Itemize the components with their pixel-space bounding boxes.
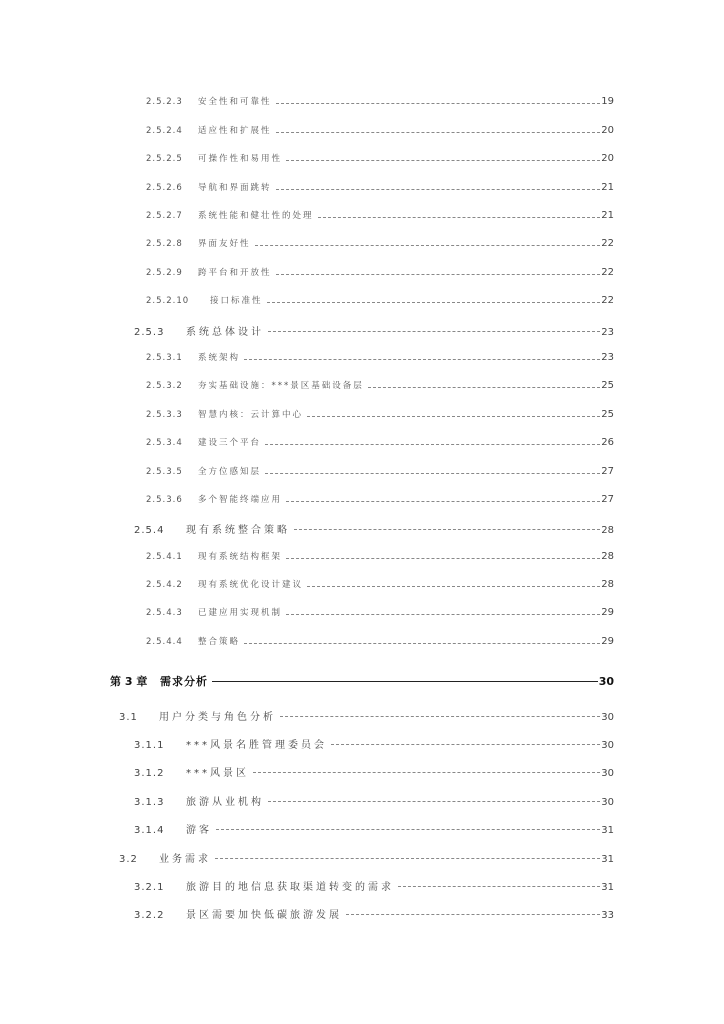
toc-entry[interactable] [146, 181, 614, 197]
toc-page-number: 30 [601, 712, 614, 723]
toc-leader-line [318, 217, 601, 218]
toc-entry-number: 3.1.2 [134, 768, 165, 779]
toc-leader-line [276, 189, 601, 190]
toc-page-number: 23 [601, 327, 614, 338]
toc-entry-number: 3.2.1 [134, 882, 165, 893]
toc-leader-line [286, 558, 600, 559]
toc-entry-number: 2.5.3.5 [146, 467, 183, 477]
toc-entry[interactable] [146, 294, 614, 310]
toc-entry-title: 夯实基础设施：***景区基础设备层 [198, 381, 364, 391]
toc-entry-title: 多个智能终端应用 [198, 495, 283, 505]
toc-leader-line [244, 359, 600, 360]
toc-entry-number: 3.1.4 [134, 825, 165, 836]
toc-entry-number: 2.5.4.2 [146, 580, 183, 590]
toc-entry-number: 3.1.1 [134, 740, 165, 751]
toc-entry-number: 2.5.2.8 [146, 239, 183, 249]
toc-entry-title: 旅游目的地信息获取渠道转变的需求 [186, 882, 394, 893]
toc-entry-number: 2.5.2.3 [146, 97, 183, 107]
toc-entry[interactable] [146, 436, 614, 452]
toc-entry[interactable] [146, 606, 614, 622]
toc-leader-line [267, 302, 601, 303]
toc-entry-title: 界面友好性 [198, 239, 251, 249]
toc-leader-line [253, 772, 600, 773]
toc-leader-line [215, 858, 600, 859]
toc-entry[interactable] [134, 878, 614, 894]
toc-leader-line [286, 501, 600, 502]
toc-entry-number: 3.1 [119, 712, 138, 723]
toc-entry-title: 现有系统整合策略 [186, 525, 290, 536]
toc-entry-title: 用户分类与角色分析 [159, 712, 276, 723]
toc-entry-title: 接口标准性 [210, 296, 263, 306]
toc-entry-number: 2.5.4.1 [146, 552, 183, 562]
toc-entry[interactable] [146, 550, 614, 566]
toc-leader-line [398, 886, 600, 887]
toc-entry[interactable] [146, 379, 614, 395]
toc-entry-title: 跨平台和开放性 [198, 268, 272, 278]
toc-entry-number: 2.5.2.10 [146, 296, 190, 306]
toc-entry[interactable] [146, 578, 614, 594]
toc-entry[interactable] [146, 351, 614, 367]
toc-leader-line [265, 473, 600, 474]
toc-entry-title: 现有系统优化设计建议 [198, 580, 304, 590]
toc-page-number: 21 [601, 210, 614, 221]
toc-leader-line [216, 829, 600, 830]
toc-entry-number: 2.5.4 [134, 525, 165, 536]
toc-entry-number: 2.5.4.4 [146, 637, 183, 647]
toc-entry-title: 全方位感知层 [198, 467, 262, 477]
toc-page-number: 19 [601, 96, 614, 107]
toc-page-number: 33 [601, 910, 614, 921]
toc-entry-title: ***风景名胜管理委员会 [186, 740, 327, 751]
toc-entry-number: 2.5.2.6 [146, 183, 183, 193]
toc-entry[interactable] [146, 209, 614, 225]
toc-entry-number: 2.5.3.2 [146, 381, 183, 391]
toc-entry[interactable] [119, 850, 614, 866]
toc-leader-line [331, 744, 600, 745]
toc-page-number: 21 [601, 182, 614, 193]
toc-entry-number: 3.2 [119, 854, 138, 865]
toc-page-number: 28 [601, 579, 614, 590]
toc-page-number: 22 [601, 295, 614, 306]
toc-leader-line [280, 716, 600, 717]
toc-leader-line [212, 681, 598, 682]
toc-entry-number: 2.5.3.6 [146, 495, 183, 505]
toc-entry[interactable] [134, 521, 614, 537]
toc-entry[interactable] [146, 493, 614, 509]
toc-leader-line [307, 416, 600, 417]
toc-leader-line [276, 274, 601, 275]
toc-entry[interactable] [146, 465, 614, 481]
toc-leader-line [276, 103, 601, 104]
toc-entry-title: 系统总体设计 [186, 327, 264, 338]
toc-page-number: 31 [601, 854, 614, 865]
toc-page-number: 20 [601, 153, 614, 164]
toc-entry[interactable] [134, 906, 614, 922]
toc-entry-number: 2.5.2.7 [146, 211, 183, 221]
toc-leader-line [294, 529, 600, 530]
toc-page-number: 28 [601, 525, 614, 536]
toc-entry[interactable] [134, 764, 614, 780]
toc-page-number: 25 [601, 380, 614, 391]
toc-entry[interactable] [119, 708, 614, 724]
toc-entry[interactable] [134, 793, 614, 809]
toc-page-number: 30 [601, 768, 614, 779]
toc-page-number: 30 [598, 675, 614, 688]
toc-page-number: 25 [601, 409, 614, 420]
toc-entry-number: 3.1.3 [134, 797, 165, 808]
toc-page-number: 22 [601, 267, 614, 278]
toc-leader-line [286, 614, 600, 615]
toc-entry-title: 业务需求 [159, 854, 211, 865]
toc-entry-number: 2.5.2.4 [146, 126, 183, 136]
toc-entry-number: 2.5.3.1 [146, 353, 183, 363]
toc-entry-title: 系统架构 [198, 353, 241, 363]
toc-page-number: 26 [601, 437, 614, 448]
toc-entry-number: 2.5.2.5 [146, 154, 183, 164]
toc-page-number: 29 [601, 636, 614, 647]
toc-entry-number: 2.5.2.9 [146, 268, 183, 278]
toc-page-number: 20 [601, 125, 614, 136]
toc-entry-title: 整合策略 [198, 637, 241, 647]
toc-leader-line [286, 160, 600, 161]
toc-leader-line [268, 331, 600, 332]
toc-page-number: 22 [601, 238, 614, 249]
toc-entry[interactable] [134, 323, 614, 339]
toc-entry-title: ***风景区 [186, 768, 249, 779]
toc-entry-title: 需求分析 [160, 675, 208, 688]
toc-leader-line [255, 245, 601, 246]
toc-entry-title: 建设三个平台 [198, 438, 262, 448]
toc-entry-title: 安全性和可靠性 [198, 97, 272, 107]
toc-leader-line [346, 914, 600, 915]
toc-entry-title: 系统性能和健壮性的处理 [198, 211, 314, 221]
toc-entry[interactable] [146, 124, 614, 140]
toc-leader-line [268, 801, 600, 802]
toc-entry-title: 导航和界面跳转 [198, 183, 272, 193]
toc-entry[interactable] [110, 673, 614, 689]
toc-page-number: 29 [601, 607, 614, 618]
toc-entry-number: 2.5.4.3 [146, 608, 183, 618]
toc-leader-line [368, 387, 601, 388]
toc-entry[interactable] [146, 408, 614, 424]
toc-entry[interactable] [146, 152, 614, 168]
toc-page-number: 30 [601, 740, 614, 751]
toc-page-number: 27 [601, 466, 614, 477]
toc-leader-line [276, 132, 601, 133]
toc-entry[interactable] [146, 95, 614, 111]
toc-page-number: 30 [601, 797, 614, 808]
toc-entry-title: 游客 [186, 825, 212, 836]
toc-entry-number: 2.5.3.3 [146, 410, 183, 420]
toc-entry-title: 现有系统结构框架 [198, 552, 283, 562]
toc-entry-title: 景区需要加快低碳旅游发展 [186, 910, 342, 921]
toc-entry-title: 可操作性和易用性 [198, 154, 283, 164]
toc-entry[interactable] [146, 237, 614, 253]
toc-page-number: 31 [601, 825, 614, 836]
toc-leader-line [265, 444, 600, 445]
toc-entry[interactable] [134, 821, 614, 837]
toc-entry-number: 第 3 章 [110, 675, 148, 688]
toc-entry-number: 2.5.3 [134, 327, 165, 338]
toc-page-number: 28 [601, 551, 614, 562]
toc-entry-title: 旅游从业机构 [186, 797, 264, 808]
toc-entry-number: 3.2.2 [134, 910, 165, 921]
toc-entry-number: 2.5.3.4 [146, 438, 183, 448]
toc-entry-title: 适应性和扩展性 [198, 126, 272, 136]
toc-entry[interactable] [146, 266, 614, 282]
toc-page-number: 31 [601, 882, 614, 893]
toc-entry[interactable] [134, 736, 614, 752]
toc-page-number: 27 [601, 494, 614, 505]
toc-page-number: 23 [601, 352, 614, 363]
toc-leader-line [244, 643, 600, 644]
toc-entry[interactable] [146, 635, 614, 651]
toc-entry-title: 已建应用实现机制 [198, 608, 283, 618]
toc-entry-title: 智慧内核：云计算中心 [198, 410, 304, 420]
toc-leader-line [307, 586, 600, 587]
